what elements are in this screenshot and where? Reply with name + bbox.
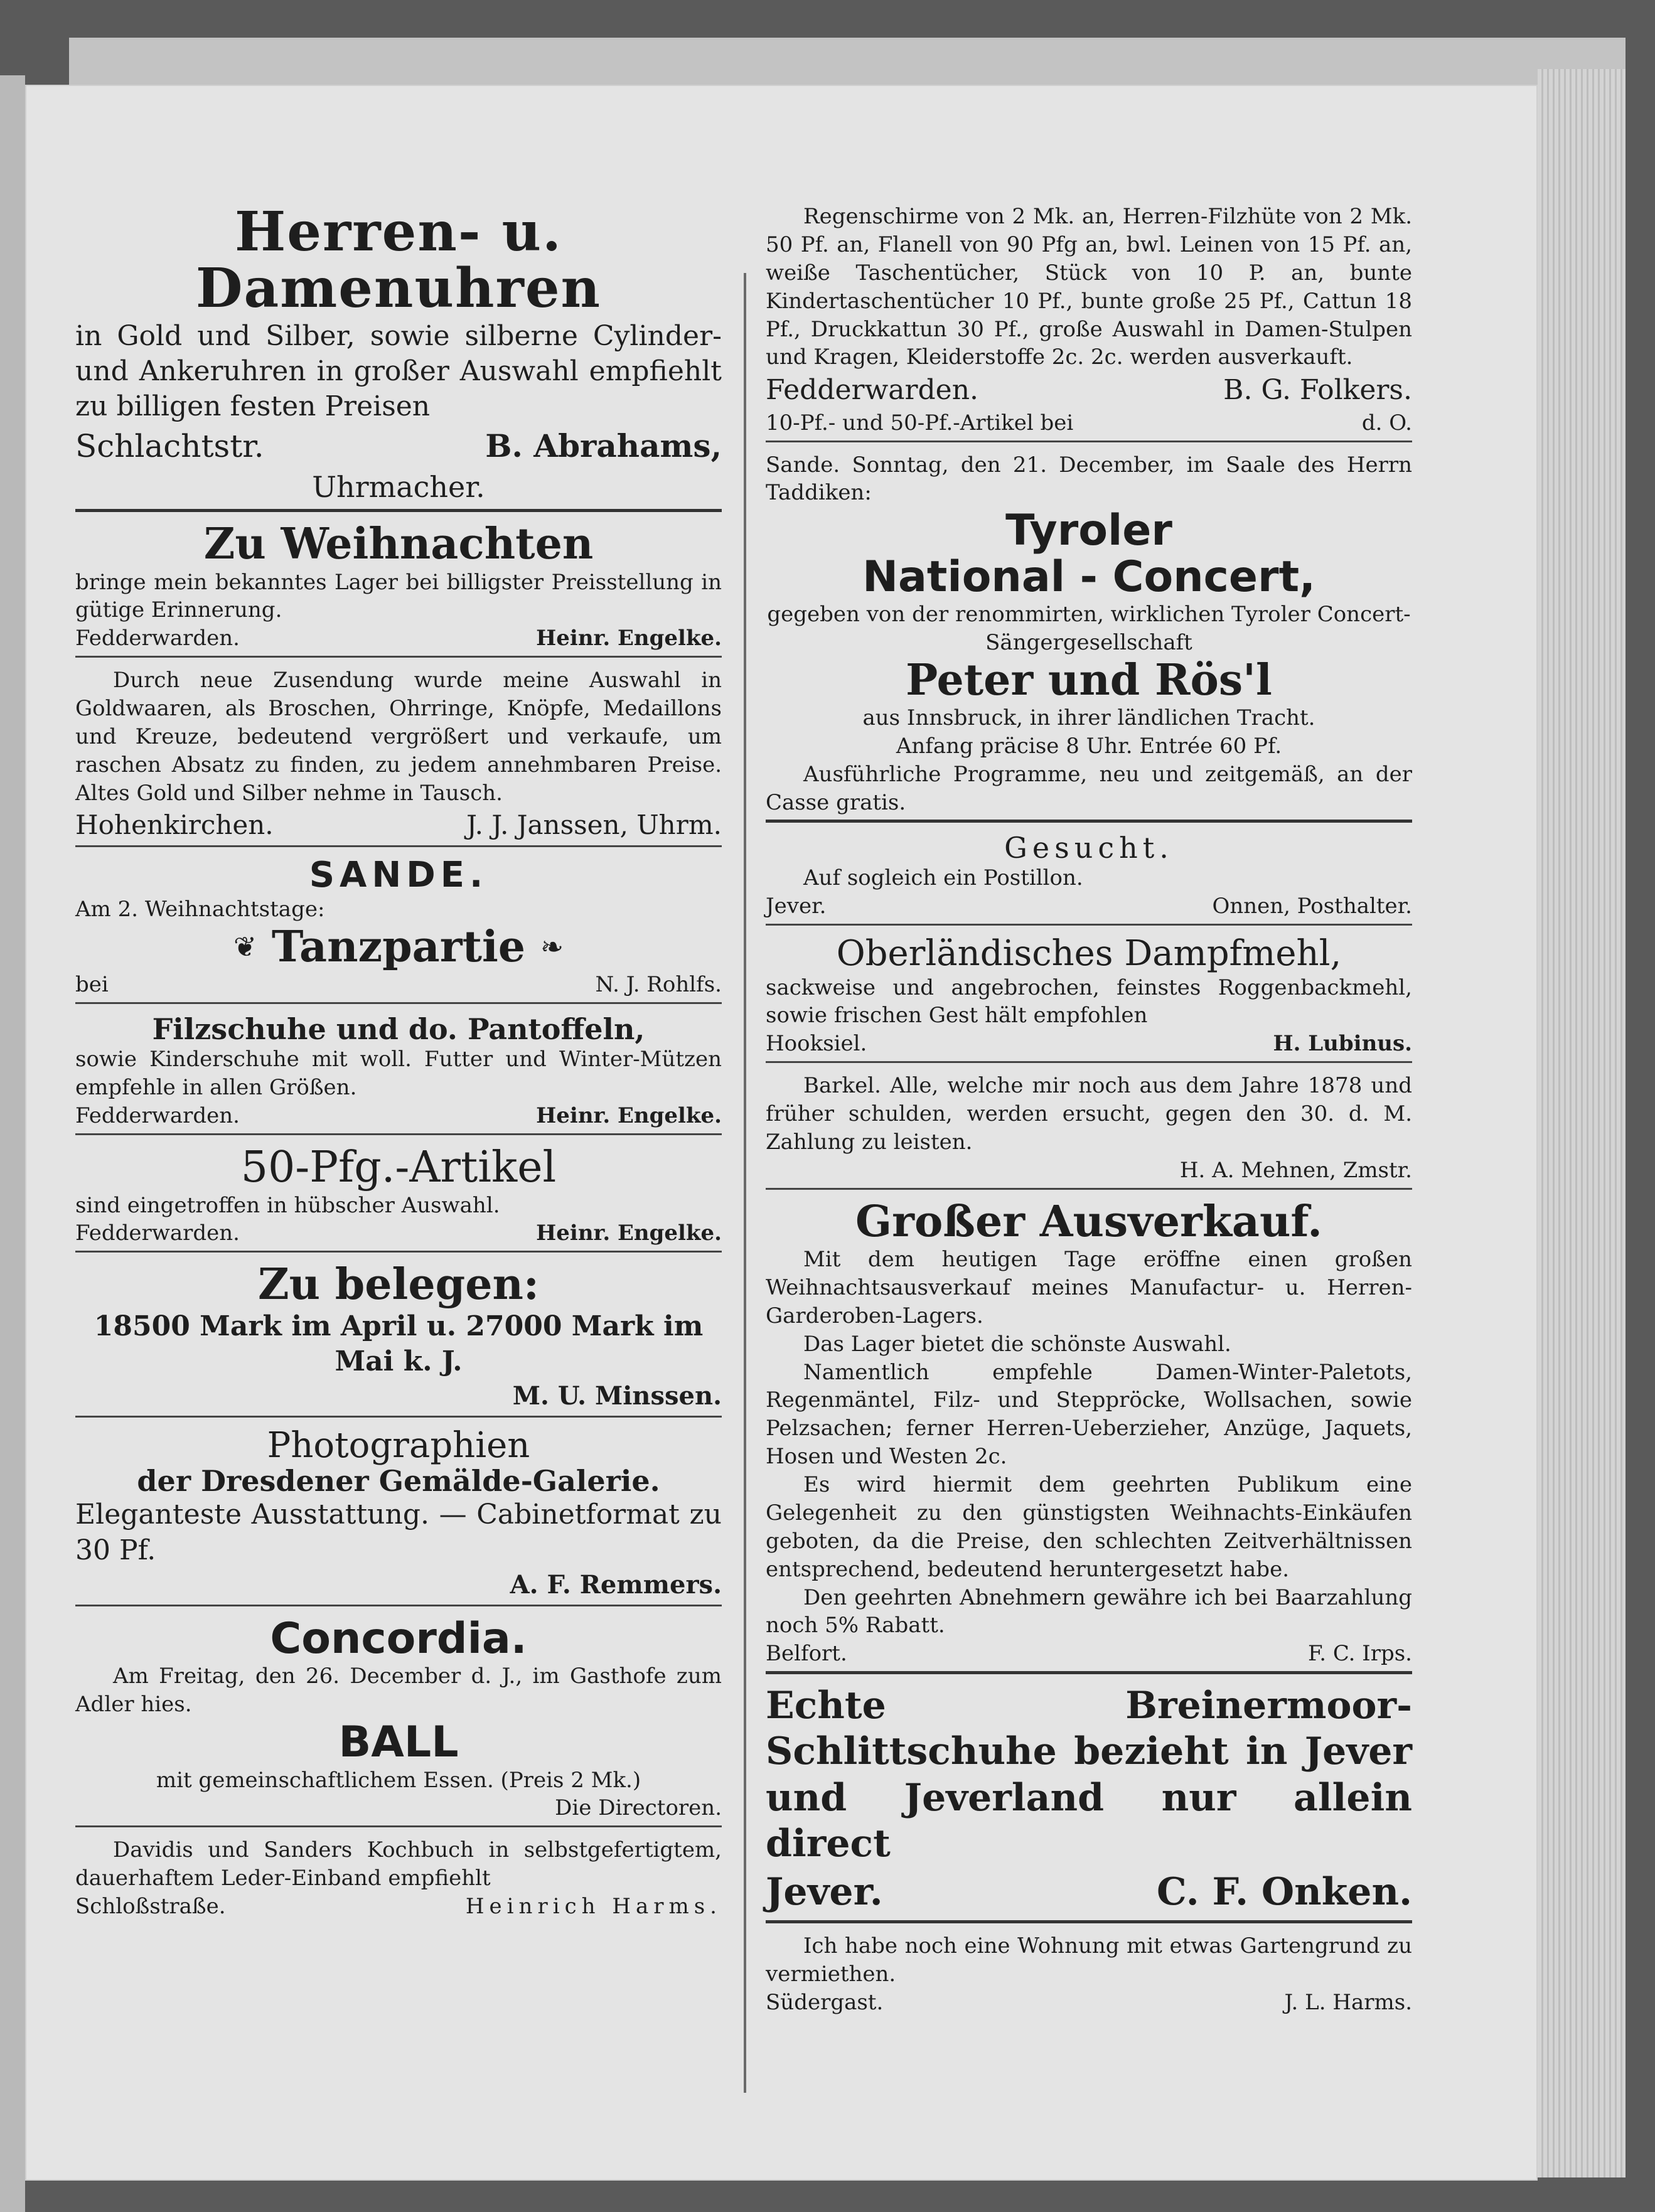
ad-headline-ball: BALL [338, 1718, 459, 1768]
ad-body-2: aus Innsbruck, in ihrer ländlichen Tracht. [862, 705, 1315, 731]
left-column [75, 198, 722, 2036]
ad-signature [766, 371, 1412, 409]
ad-body: Echte Breinermoor-Schlittschuhe bezieht in Jever und Jeverland nur allein direct [766, 1684, 1412, 1866]
ad-signature [75, 971, 722, 1000]
ad-concordia [75, 1610, 722, 1827]
ad-belegen [75, 1256, 722, 1418]
ad-body: sind eingetroffen in hübscher Auswahl. [75, 1192, 500, 1218]
previous-page-edge [0, 75, 25, 2212]
ad-body: Davidis und Sanders Kochbuch in selbstgefertigtem, dauerhaftem Leder-Einband empfiehlt [75, 1837, 722, 1891]
ad-line2 [766, 409, 1412, 438]
ad-place: Fedderwarden. [75, 1221, 240, 1246]
ad-body: Regenschirme von 2 Mk. an, Herren-Filzhüte von 2 Mk. 50 Pf. an, Flanell von 90 Pfg an, bwl. Leinen von 15 Pf. an, weiße Taschentücher, Stück von 10 P. an, bunte Kindertaschentücher 10 Pf., bunte große 25 Pf., Cattun 18 Pf., Druckkattun 30 Pf., große Auswahl in Damen-Stulpen und Kragen, Kleiderstoffe 2c. 2c. werden ausverkauft. [766, 204, 1412, 370]
ad-name: F. C. Irps. [1307, 1641, 1412, 1667]
ad-body-3: Anfang präcise 8 Uhr. Entrée 60 Pf. [896, 734, 1282, 759]
ad-name: J. L. Harms. [1284, 1989, 1412, 2015]
ornament-left-icon: ❦ [233, 931, 257, 964]
ad-gesucht [766, 826, 1412, 926]
ad-name: N. J. Rohlfs. [595, 972, 722, 998]
ad-paragraph-3: Namentlich empfehle Damen-Winter-Paletots, Regenmäntel, Filz- und Steppröcke, Wollsachen, sowie Pelzsachen; ferner Herren-Ueberzieher, Anzüge, Jaquets, Hosen und Westen 2c. [766, 1359, 1412, 1470]
ad-signature [75, 1219, 722, 1248]
ad-herrenuhren [75, 198, 722, 512]
ornament-right-icon: ❧ [540, 931, 564, 964]
column-divider [744, 273, 746, 2093]
page-stack-edges [1538, 69, 1626, 2177]
newspaper-page [25, 85, 1538, 2181]
ad-name: J. J. Janssen, Uhrm. [466, 809, 722, 840]
ad-body-2: mit gemeinschaftlichem Essen. (Preis 2 Mk.) [156, 1767, 641, 1793]
ad-headline: Gesucht. [1004, 830, 1174, 865]
ad-body: Durch neue Zusendung wurde meine Auswahl in Goldwaaren, als Broschen, Ohrringe, Knöpfe, Medaillons und Kreuze, bedeutend vergrößert und verkaufe, um raschen Absatz zu finden, zu jedem annehmbaren Preise. Altes Gold und Silber nehme in Tausch. [75, 668, 722, 806]
ad-headline: Tyroler [1005, 506, 1172, 556]
ad-signature [75, 1379, 722, 1413]
ad-name: B. G. Folkers. [1223, 374, 1412, 407]
ad-signature [75, 1102, 722, 1131]
ad-name: Onnen, Posthalter. [1212, 893, 1412, 919]
ad-signature [75, 624, 722, 653]
ad-place: Jever. [766, 1870, 883, 1914]
ad-place: Belfort. [766, 1641, 847, 1667]
ad-photographien [75, 1421, 722, 1606]
ad-name: Heinr. Engelke. [536, 1103, 722, 1129]
ad-title: SANDE. [309, 855, 488, 896]
ad-body: gegeben von der renommirten, wirklichen Tyroler Concert-Sängergesellschaft [767, 602, 1411, 655]
ad-headline: Concordia. [270, 1614, 527, 1664]
ad-body: Barkel. Alle, welche mir noch aus dem Jahre 1878 und früher schulden, werden ersucht, gegen den 30. d. M. Zahlung zu leisten. [766, 1073, 1412, 1155]
ad-headline: Herren- u. Damenuhren [195, 200, 602, 321]
ad-name: B. Abrahams, [485, 427, 722, 464]
ad-place: Fedderwarden. [766, 374, 979, 407]
ad-headline: Großer Ausverkauf. [855, 1196, 1322, 1247]
ad-paragraph-4: Es wird hiermit dem geehrten Publikum eine Gelegenheit zu den günstigsten Weihnachts-Einkäufen geboten, da die Preise, den schlechten Zeitverhältnissen entsprechend, bedeutend heruntergesetzt habe. [766, 1472, 1412, 1582]
ad-body: bringe mein bekanntes Lager bei billigster Preisstellung in gütige Erinnerung. [75, 569, 722, 623]
ad-headline: Photographien [267, 1425, 530, 1467]
ad-place: Hohenkirchen. [75, 809, 274, 840]
ad-signature [75, 425, 722, 468]
ad-signature [75, 808, 722, 843]
ad-signature [75, 1794, 722, 1823]
ad-pfg-artikel [75, 1139, 722, 1253]
ad-tanzpartie [75, 851, 722, 1004]
ad-ausverkauf [766, 1194, 1412, 1675]
ad-place: Fedderwarden. [75, 626, 240, 651]
ad-schlittschuhe [766, 1678, 1412, 1923]
ad-name: Heinrich Harms. [465, 1894, 722, 1920]
ad-paragraph-1: Mit dem heutigen Tage eröffne einen großen Weihnachtsausverkauf meines Manufactur- u. Herren-Garderoben-Lagers. [766, 1247, 1412, 1328]
ad-signature [75, 1893, 722, 1921]
ad-place: Fedderwarden. [75, 1103, 240, 1129]
ad-signature [766, 1030, 1412, 1059]
ad-signature [766, 892, 1412, 921]
ad-weihnachten [75, 516, 722, 658]
ad-body: sackweise und angebrochen, feinstes Roggenbackmehl, sowie frischen Gest hält empfohlen [766, 975, 1412, 1029]
ad-signature [766, 1640, 1412, 1669]
ad-intro: Sande. Sonntag, den 21. December, im Saale des Herrn Taddiken: [766, 452, 1412, 506]
ad-name: A. F. Remmers. [510, 1570, 722, 1600]
ad-place: Jever. [766, 893, 827, 919]
ad-line2-text: 10-Pf.- und 50-Pf.-Artikel bei [766, 410, 1074, 435]
page-stack-top [69, 38, 1626, 85]
ad-body-4: Ausführliche Programme, neu und zeitgemäß, an der Casse gratis. [766, 761, 1412, 815]
ad-name: H. Lubinus. [1273, 1031, 1412, 1057]
ad-headline-row [75, 921, 722, 972]
ad-name: M. U. Minssen. [512, 1381, 722, 1411]
ad-name: H. A. Mehnen, Zmstr. [1179, 1157, 1412, 1183]
ad-body: Eleganteste Ausstattung. — Cabinetformat zu 30 Pf. [75, 1499, 722, 1566]
ad-signature [75, 1568, 722, 1602]
ad-role: Uhrmacher. [312, 470, 485, 505]
ad-place: Hooksiel. [766, 1031, 867, 1057]
ad-headline: Oberländisches Dampfmehl, [836, 932, 1342, 974]
ad-goldwaaren [75, 661, 722, 847]
ad-headline-2: National - Concert, [862, 552, 1315, 602]
ad-signature [766, 1867, 1412, 1918]
ad-name: Die Directoren. [555, 1795, 722, 1821]
right-column [766, 198, 1412, 2036]
ad-body: in Gold und Silber, sowie silberne Cylinder- und Ankeruhren in großer Auswahl empfiehlt zu billigen festen Preisen [75, 319, 722, 423]
ad-role-row [75, 468, 722, 506]
ad-headline: Zu Weihnachten [203, 519, 594, 570]
ad-regenschirme [766, 198, 1412, 442]
ad-subhead: der Dresdener Gemälde-Galerie. [137, 1464, 660, 1499]
ad-place: Schloßstraße. [75, 1894, 226, 1920]
ad-name: C. F. Onken. [1157, 1870, 1412, 1914]
ad-headline: Filzschuhe und do. Pantoffeln, [152, 1012, 645, 1047]
ad-body: Ich habe noch eine Wohnung mit etwas Gartengrund zu vermiethen. [766, 1933, 1412, 1987]
ad-dampfmehl [766, 929, 1412, 1063]
ad-headline: Zu belegen: [257, 1259, 539, 1310]
ad-line2-sign: d. O. [1361, 410, 1412, 435]
ad-body: 18500 Mark im April u. 27000 Mark im Mai k. J. [94, 1310, 704, 1377]
ad-paragraph-5: Den geehrten Abnehmern gewähre ich bei Baarzahlung noch 5% Rabatt. [766, 1584, 1412, 1638]
ad-headline: Tanzpartie [271, 921, 526, 972]
ad-headline: 50-Pfg.-Artikel [240, 1143, 557, 1193]
ad-kochbuch [75, 1831, 722, 1924]
ad-wohnung [766, 1927, 1412, 2020]
ad-place: bei [75, 972, 109, 998]
ad-paragraph-2: Das Lager bietet die schönste Auswahl. [803, 1331, 1231, 1357]
ad-name: Heinr. Engelke. [536, 626, 722, 651]
ad-line: Am 2. Weihnachtstage: [75, 897, 325, 922]
ad-filzschuhe [75, 1008, 722, 1135]
ad-headline-3: Peter und Rös'l [906, 655, 1272, 705]
ad-name: Heinr. Engelke. [536, 1221, 722, 1246]
ad-signature [766, 1157, 1412, 1185]
ad-place: Südergast. [766, 1989, 884, 2015]
ad-body: Auf sogleich ein Postillon. [803, 865, 1083, 890]
ad-body: sowie Kinderschuhe mit woll. Futter und Winter-Mützen empfehle in allen Größen. [75, 1047, 722, 1101]
ad-body: Am Freitag, den 26. December d. J., im Gasthofe zum Adler hies. [75, 1664, 722, 1718]
ad-signature [766, 1989, 1412, 2017]
ad-barkel [766, 1067, 1412, 1190]
ad-place: Schlachtstr. [75, 427, 264, 464]
ad-tyroler [766, 446, 1412, 823]
